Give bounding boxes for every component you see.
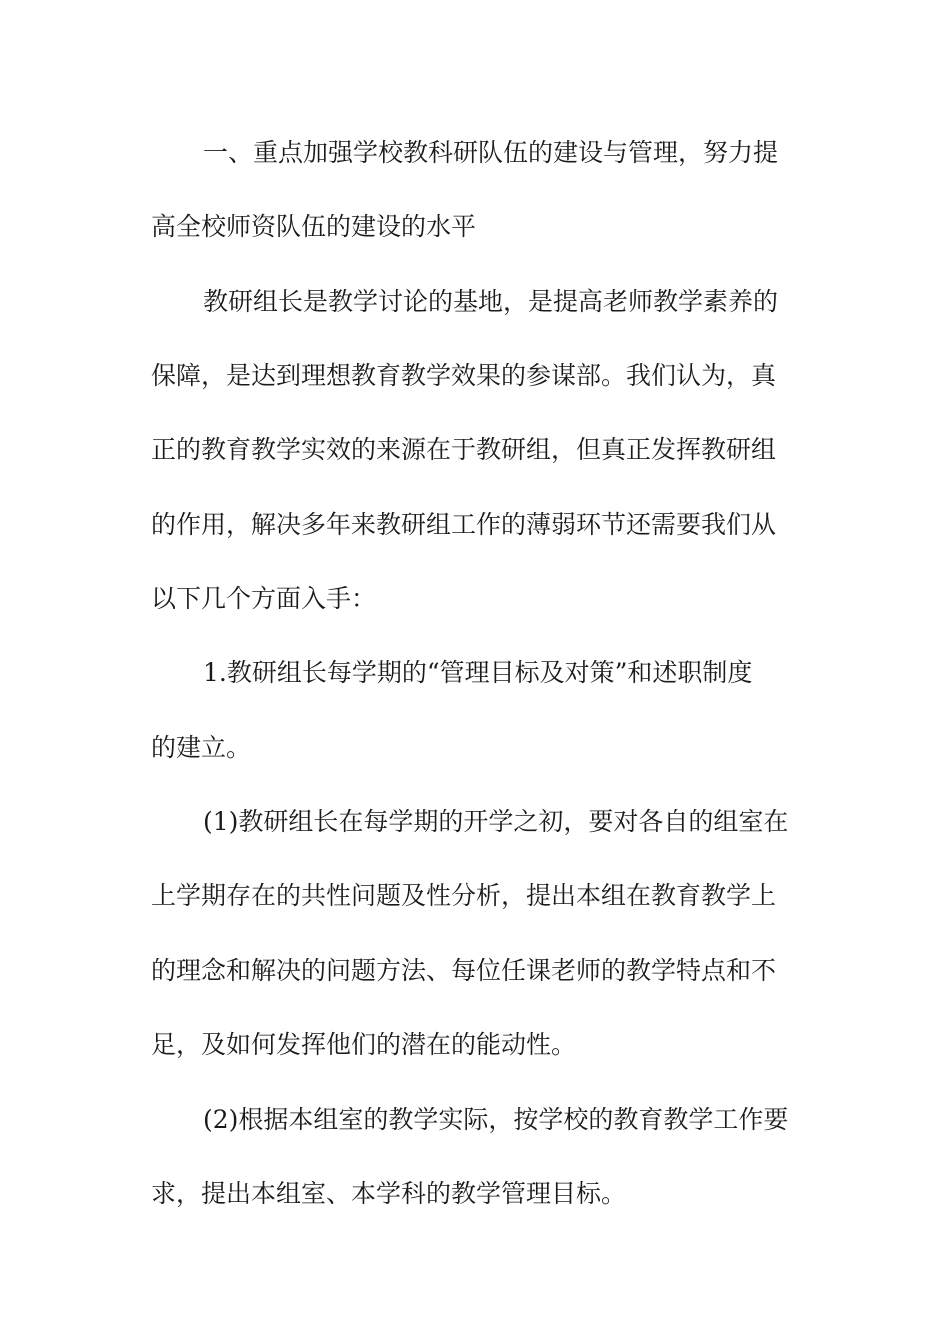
paragraph-line-3: 正的教育教学实效的来源在于教研组，但真正发挥教研组 xyxy=(151,435,777,464)
subitem-2-line-2: 求，提出本组室、本学科的教学管理目标。 xyxy=(151,1179,627,1208)
subitem-1-line-4: 足，及如何发挥他们的潜在的能动性。 xyxy=(151,1030,577,1059)
paragraph-line-2: 保障，是达到理想教育教学效果的参谋部。我们认为，真 xyxy=(151,361,777,390)
paragraph-line-5: 以下几个方面入手： xyxy=(151,584,377,613)
item-1-line-1: 1.教研组长每学期的“管理目标及对策”和述职制度 xyxy=(203,658,753,687)
subitem-1-line-3: 的理念和解决的问题方法、每位任课老师的教学特点和不 xyxy=(151,956,777,985)
paragraph-line-1: 教研组长是教学讨论的基地，是提高老师教学素养的 xyxy=(203,287,779,316)
subitem-2-line-1: (2)根据本组室的教学实际，按学校的教育教学工作要 xyxy=(203,1105,789,1134)
paragraph-line-4: 的作用，解决多年来教研组工作的薄弱环节还需要我们从 xyxy=(151,510,777,539)
heading-line-2: 高全校师资队伍的建设的水平 xyxy=(151,212,477,241)
item-1-line-2: 的建立。 xyxy=(151,733,252,762)
heading-line-1: 一、重点加强学校教科研队伍的建设与管理，努力提 xyxy=(203,138,779,167)
subitem-1-line-1: (1)教研组长在每学期的开学之初，要对各自的组室在 xyxy=(203,807,789,836)
subitem-1-line-2: 上学期存在的共性问题及性分析，提出本组在教育教学上 xyxy=(151,881,777,910)
